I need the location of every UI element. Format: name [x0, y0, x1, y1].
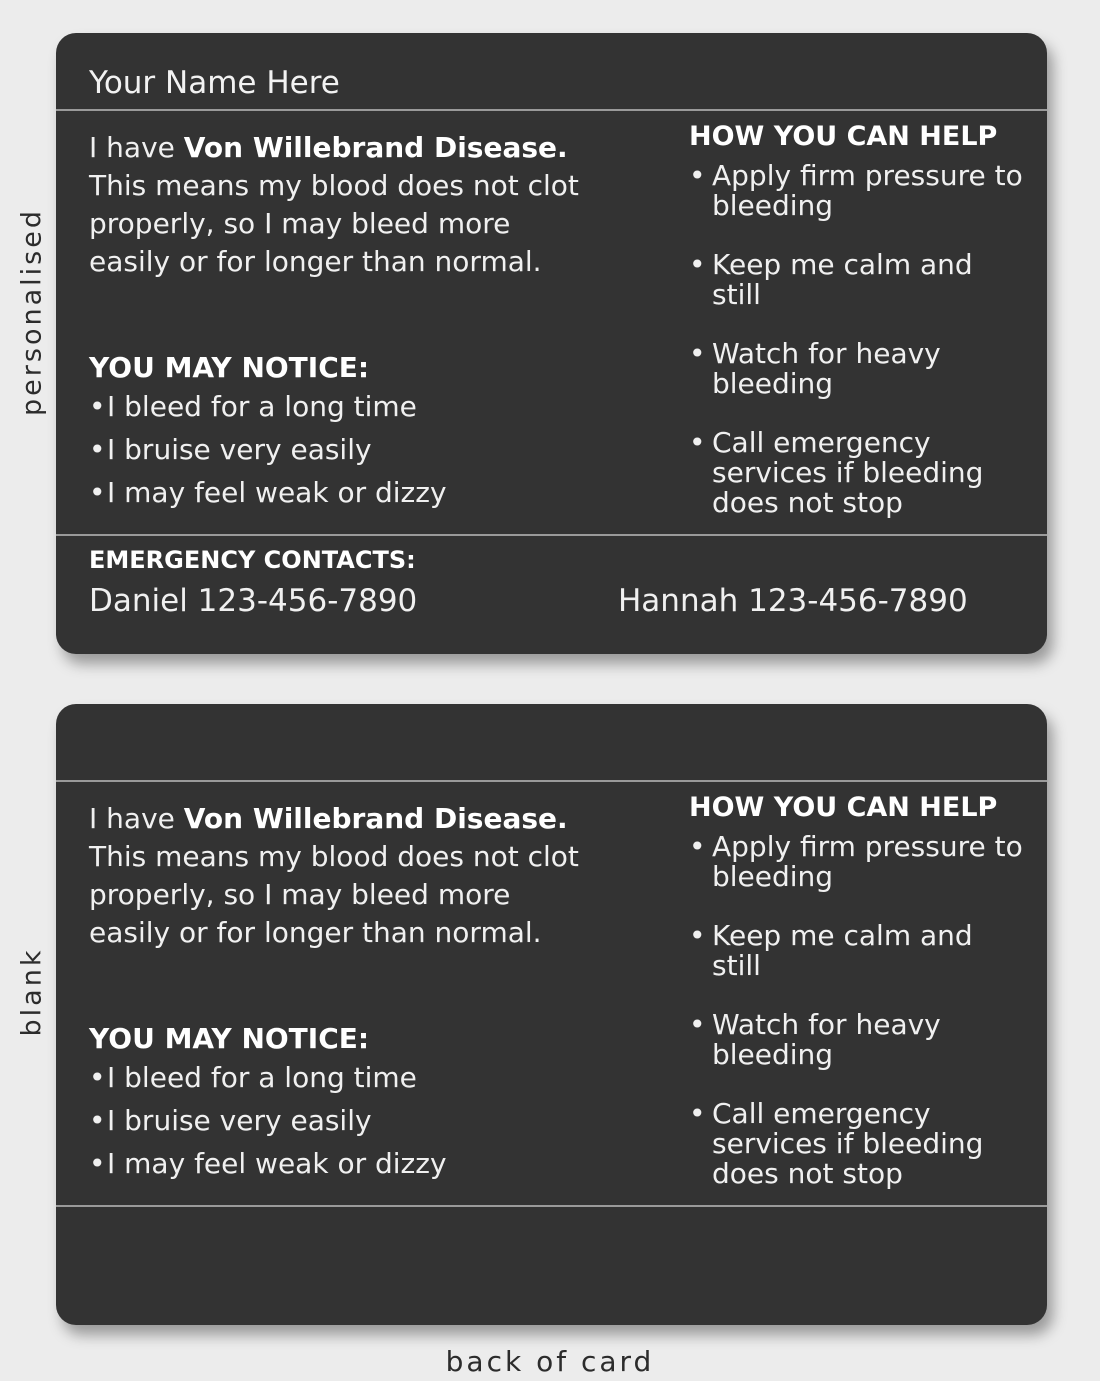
- card-personalised: [56, 33, 1047, 654]
- emergency-contact-2: Hannah 123-456-7890: [618, 583, 968, 619]
- bullet: •: [89, 1104, 106, 1137]
- intro-prefix: I have: [89, 131, 184, 164]
- top-divider: [56, 780, 1047, 782]
- back-of-card-caption: back of card: [445, 1345, 655, 1378]
- list-item: [689, 1010, 1029, 1070]
- notice-list: [89, 388, 447, 517]
- notice-list: [89, 1059, 447, 1188]
- list-item: [689, 1099, 1029, 1189]
- bullet: •: [689, 830, 706, 863]
- list-item: [89, 474, 447, 517]
- bullet: •: [689, 919, 706, 952]
- list-item: [689, 339, 1029, 399]
- condition-name: Von Willebrand Disease.: [183, 131, 568, 164]
- bullet: •: [89, 1147, 106, 1180]
- bullet: •: [689, 1008, 706, 1041]
- help-item-text: Keep me calm and still: [712, 248, 973, 311]
- card-blank: [56, 704, 1047, 1325]
- list-item: [689, 921, 1029, 981]
- intro-prefix: I have: [89, 802, 184, 835]
- card-name: Your Name Here: [89, 65, 340, 101]
- bullet: •: [89, 476, 106, 509]
- bullet: •: [689, 159, 706, 192]
- bullet: •: [89, 433, 106, 466]
- condition-name: Von Willebrand Disease.: [183, 802, 568, 835]
- top-divider: [56, 109, 1047, 111]
- bullet: •: [689, 337, 706, 370]
- help-title: HOW YOU CAN HELP: [689, 121, 998, 152]
- bullet: •: [89, 390, 106, 423]
- help-item-text: Watch for heavy bleeding: [712, 337, 941, 400]
- condition-intro: [89, 800, 589, 952]
- list-item: [89, 1102, 447, 1145]
- notice-title: YOU MAY NOTICE:: [89, 1022, 370, 1055]
- help-item-text: Watch for heavy bleeding: [712, 1008, 941, 1071]
- notice-item-text: I bruise very easily: [107, 1104, 372, 1137]
- bottom-divider: [56, 1205, 1047, 1207]
- bottom-divider: [56, 534, 1047, 536]
- condition-intro: [89, 129, 589, 281]
- blank-label: blank: [16, 947, 48, 1037]
- intro-rest: This means my blood does not clot properly, so I may bleed more easily or for longer than normal.: [89, 169, 579, 278]
- notice-item-text: I bleed for a long time: [107, 390, 417, 423]
- help-item-text: Apply firm pressure to bleeding: [712, 830, 1023, 893]
- help-title: HOW YOU CAN HELP: [689, 792, 998, 823]
- emergency-contact-1: Daniel 123-456-7890: [89, 583, 418, 619]
- list-item: [89, 1145, 447, 1188]
- notice-item-text: I bleed for a long time: [107, 1061, 417, 1094]
- list-item: [689, 250, 1029, 310]
- intro-rest: This means my blood does not clot properly, so I may bleed more easily or for longer than normal.: [89, 840, 579, 949]
- notice-item-text: I may feel weak or dizzy: [107, 1147, 447, 1180]
- help-list: [689, 832, 1029, 1218]
- list-item: [89, 1059, 447, 1102]
- help-list: [689, 161, 1029, 547]
- personalised-label: personalised: [16, 208, 48, 416]
- notice-item-text: I bruise very easily: [107, 433, 372, 466]
- bullet: •: [689, 426, 706, 459]
- bullet: •: [689, 248, 706, 281]
- emergency-contacts-title: EMERGENCY CONTACTS:: [89, 546, 416, 574]
- notice-title: YOU MAY NOTICE:: [89, 351, 370, 384]
- list-item: [689, 428, 1029, 518]
- bullet: •: [689, 1097, 706, 1130]
- list-item: [89, 431, 447, 474]
- notice-item-text: I may feel weak or dizzy: [107, 476, 447, 509]
- help-item-text: Keep me calm and still: [712, 919, 973, 982]
- help-item-text: Call emergency services if bleeding does not stop: [712, 1097, 984, 1190]
- list-item: [89, 388, 447, 431]
- list-item: [689, 161, 1029, 221]
- help-item-text: Apply firm pressure to bleeding: [712, 159, 1023, 222]
- help-item-text: Call emergency services if bleeding does not stop: [712, 426, 984, 519]
- list-item: [689, 832, 1029, 892]
- bullet: •: [89, 1061, 106, 1094]
